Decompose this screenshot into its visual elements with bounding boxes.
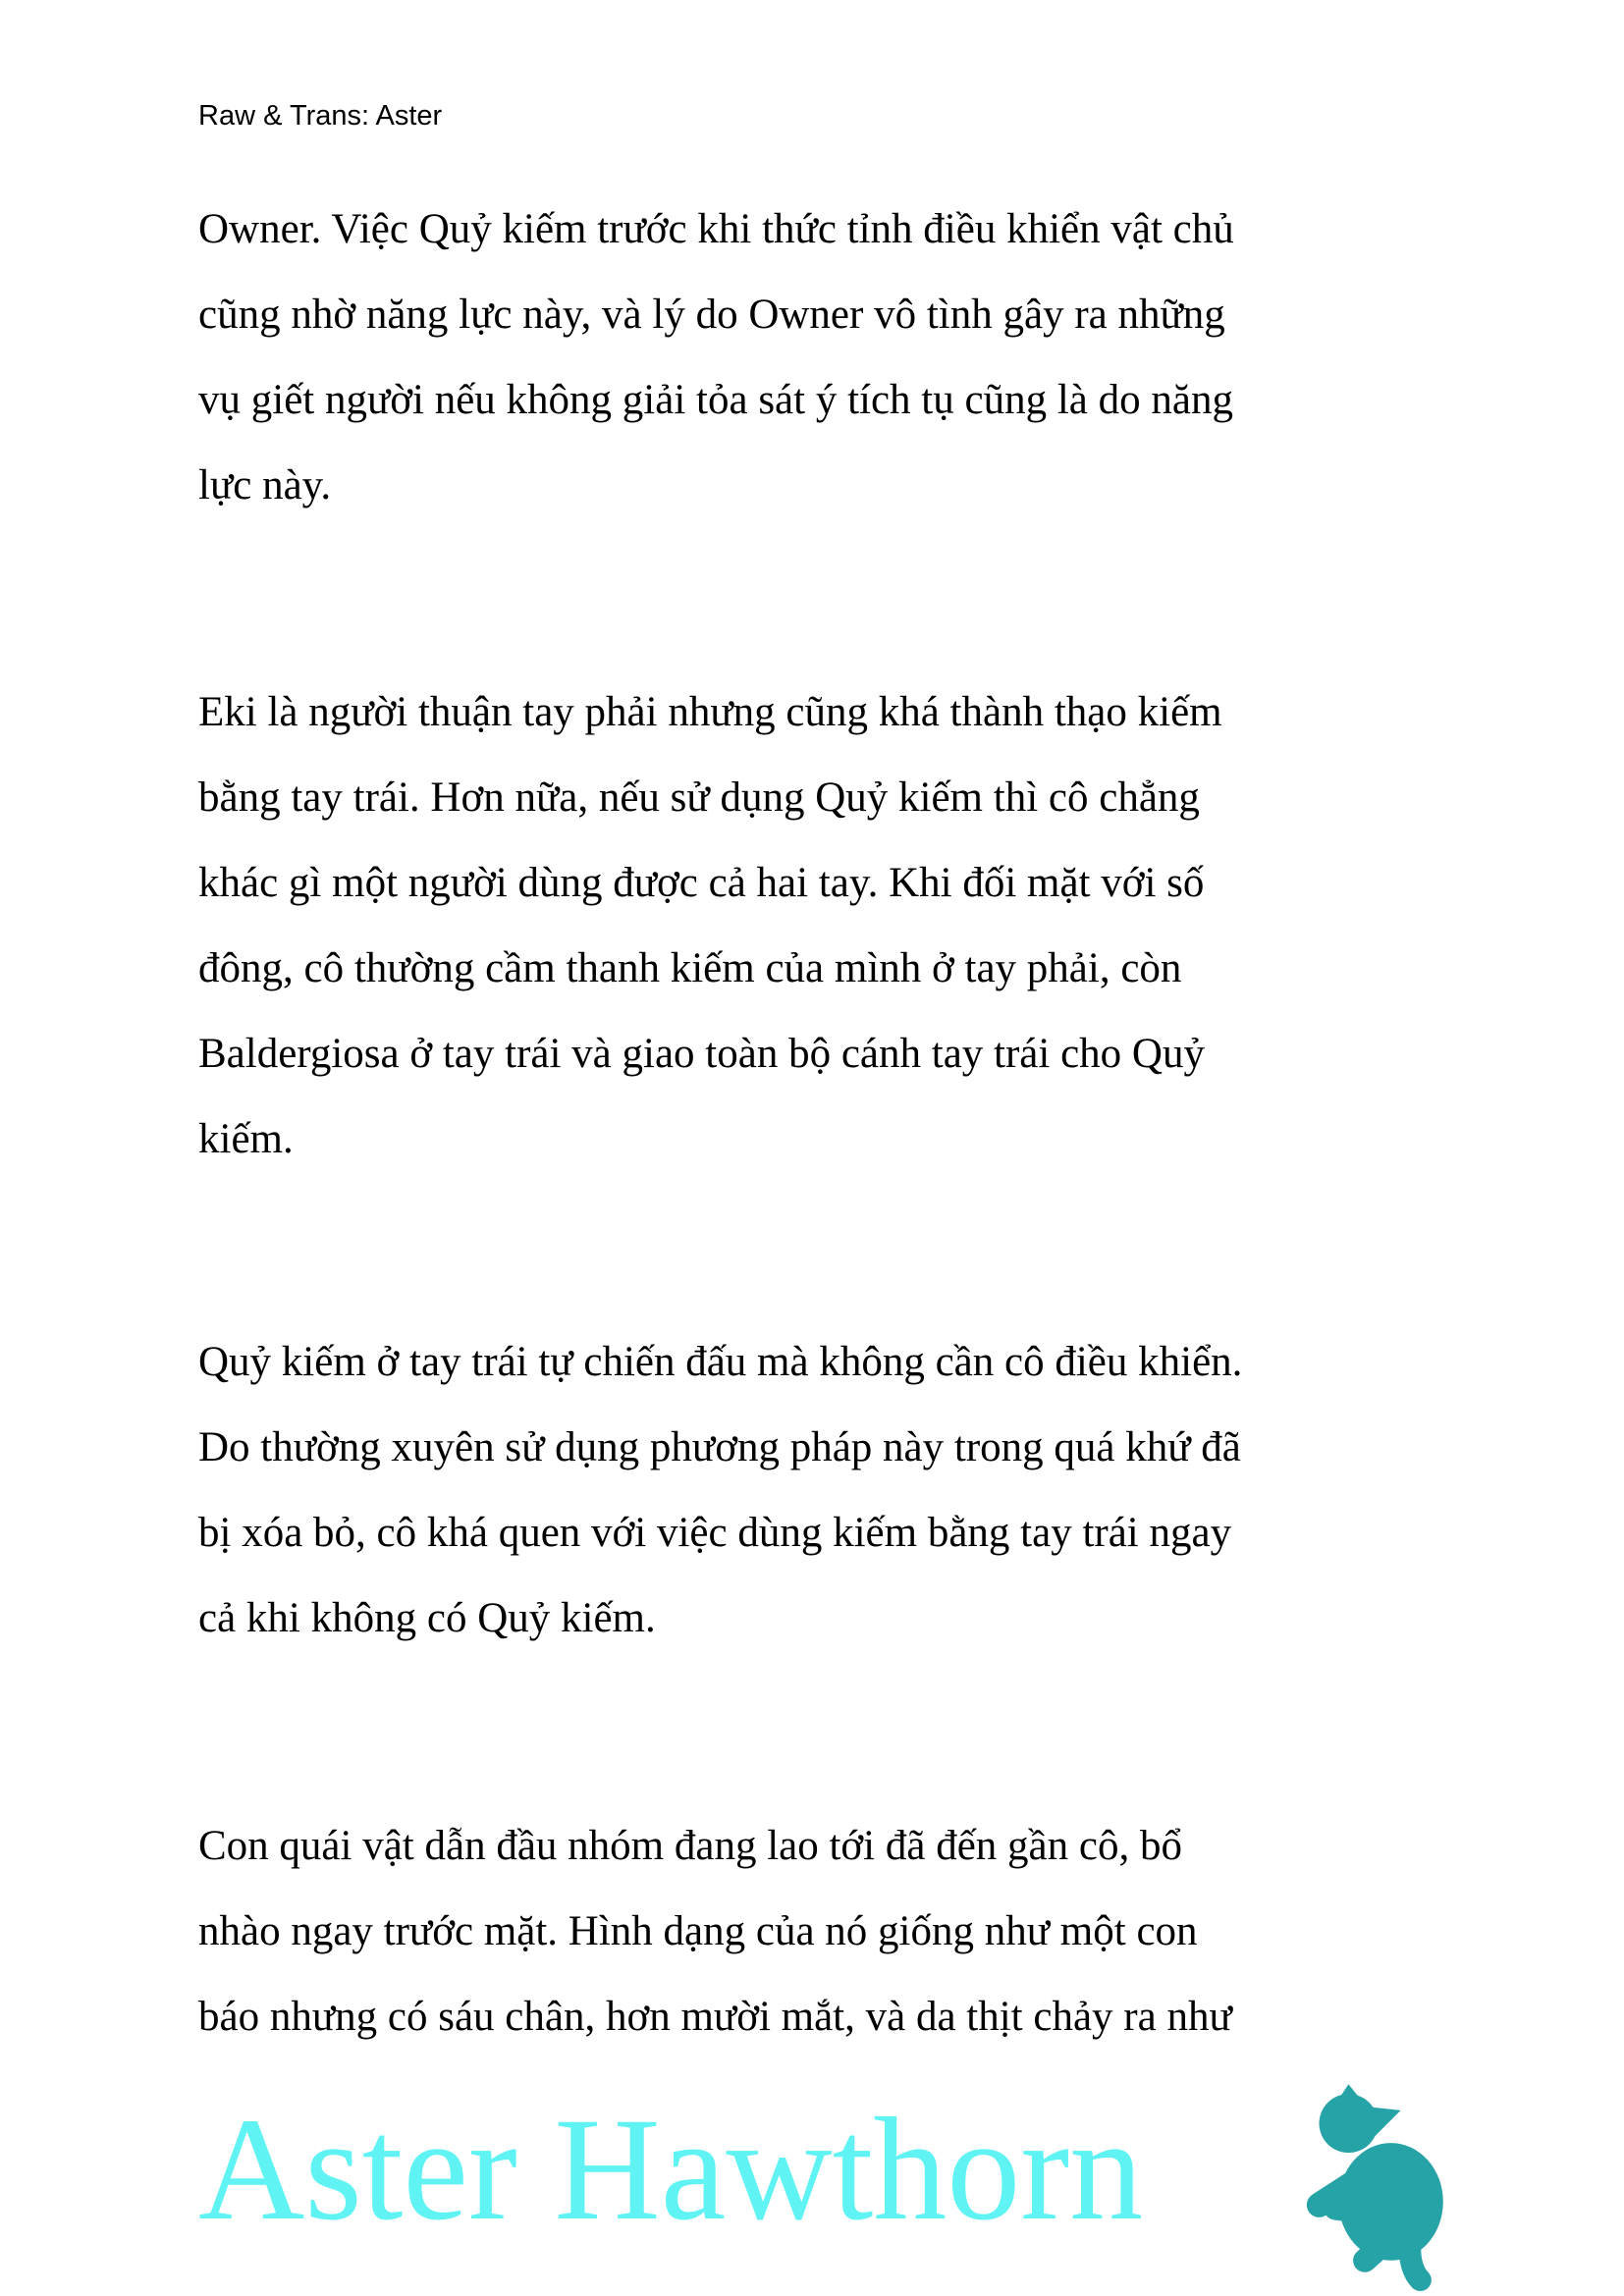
text-line: Do thường xuyên sử dụng phương pháp này trong quá khứ đã: [198, 1424, 1241, 1470]
text-line: đông, cô thường cầm thanh kiếm của mình ở tay phải, còn: [198, 945, 1182, 991]
watermark-text: Aster Hawthorn: [198, 2088, 1144, 2251]
paragraph-2: [198, 669, 1222, 1182]
text-line: kiếm.: [198, 1116, 294, 1162]
text-line: cũng nhờ năng lực này, và lý do Owner vô tình gây ra những: [198, 292, 1225, 338]
text-line: lực này.: [198, 462, 332, 508]
text-line: bị xóa bỏ, cô khá quen với việc dùng kiếm bằng tay trái ngay: [198, 1510, 1232, 1556]
text-line: Eki là người thuận tay phải nhưng cũng khá thành thạo kiếm: [198, 689, 1222, 735]
paragraph-4: [198, 1803, 1232, 2059]
text-line: cả khi không có Quỷ kiếm.: [198, 1595, 656, 1641]
text-line: khác gì một người dùng được cả hai tay. Khi đối mặt với số: [198, 860, 1205, 906]
text-line: Owner. Việc Quỷ kiếm trước khi thức tỉnh điều khiển vật chủ: [198, 206, 1234, 252]
text-line: nhào ngay trước mặt. Hình dạng của nó giống như một con: [198, 1908, 1198, 1954]
text-line: Baldergiosa ở tay trái và giao toàn bộ cánh tay trái cho Quỷ: [198, 1031, 1205, 1077]
paragraph-1: [198, 187, 1234, 528]
cat-icon: [1296, 2071, 1453, 2293]
page-header: Raw & Trans: Aster: [198, 100, 443, 132]
text-line: bằng tay trái. Hơn nữa, nếu sử dụng Quỷ kiếm thì cô chẳng: [198, 774, 1200, 821]
text-line: vụ giết người nếu không giải tỏa sát ý tích tụ cũng là do năng: [198, 377, 1233, 423]
text-line: Quỷ kiếm ở tay trái tự chiến đấu mà không cần cô điều khiển.: [198, 1339, 1243, 1385]
text-line: Con quái vật dẫn đầu nhóm đang lao tới đã đến gần cô, bổ: [198, 1823, 1182, 1869]
text-line: báo nhưng có sáu chân, hơn mười mắt, và da thịt chảy ra như: [198, 1994, 1232, 2040]
paragraph-3: [198, 1319, 1242, 1661]
